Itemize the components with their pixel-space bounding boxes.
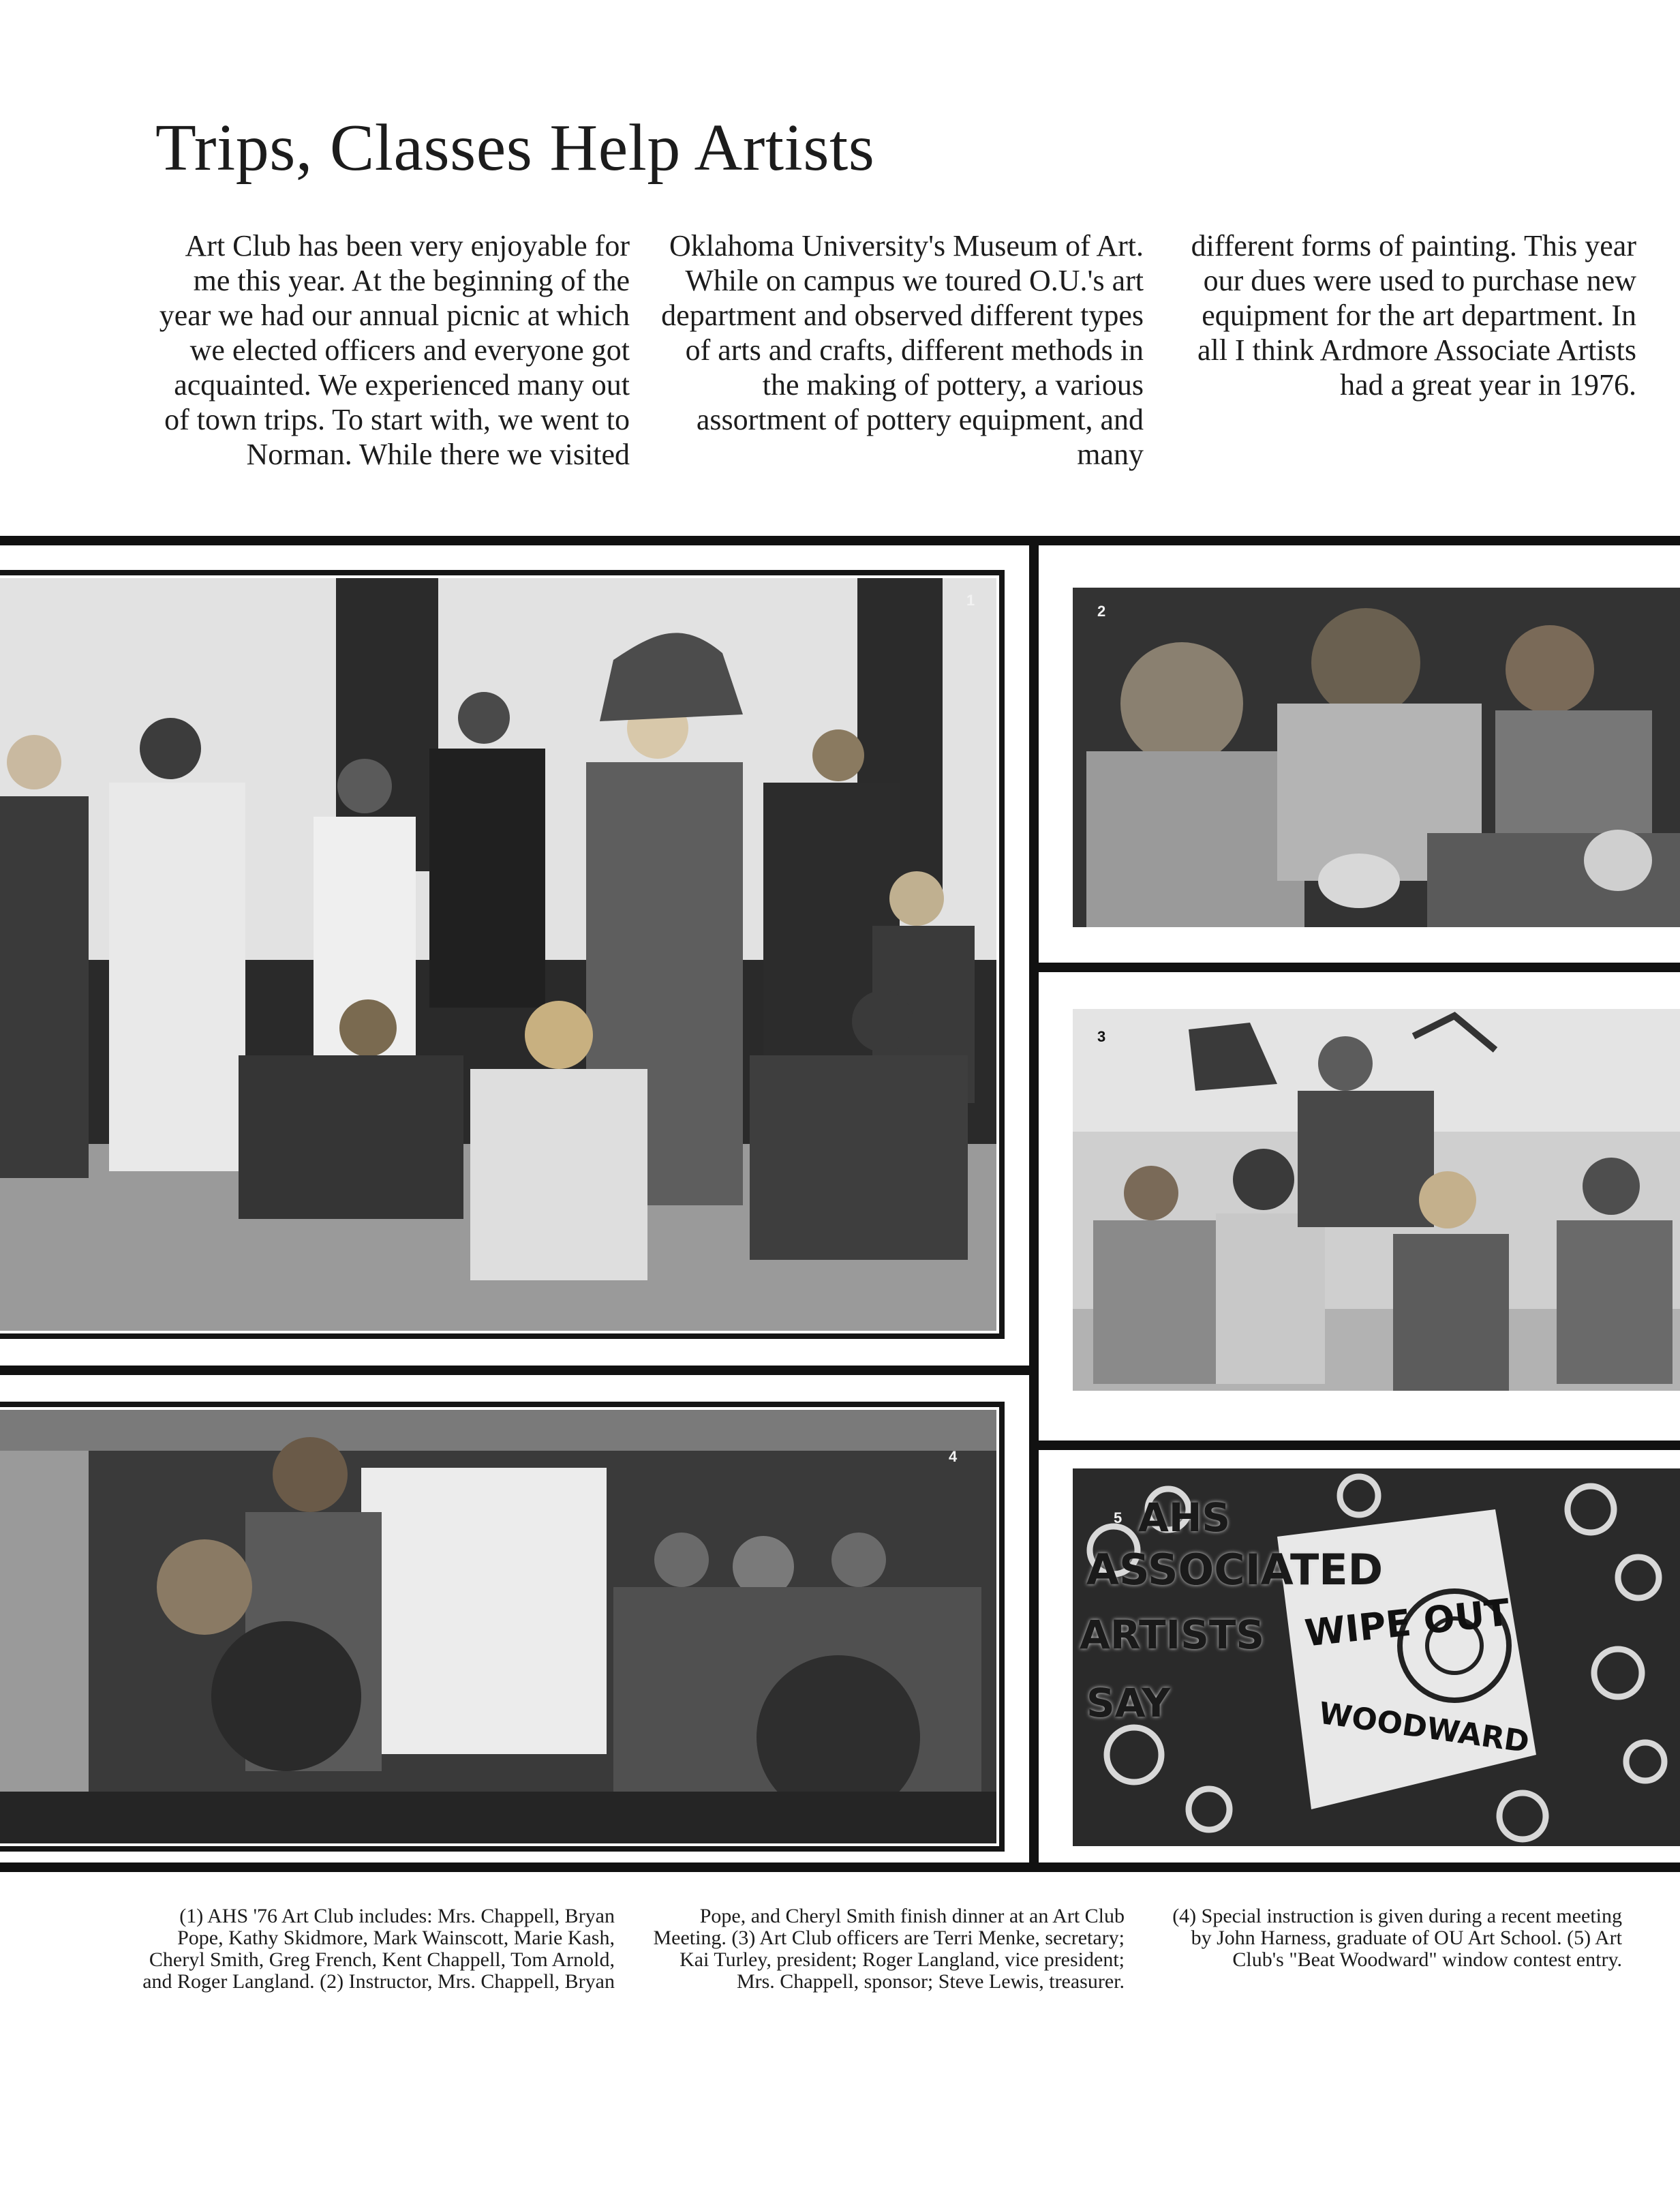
caption-column-3: [1152, 1905, 1622, 1971]
intro-column-1: [147, 228, 630, 472]
right-horizontal-divider-2: [1039, 1441, 1680, 1450]
intro-column-2: [657, 228, 1144, 472]
photo-3-number: 3: [1097, 1028, 1106, 1045]
intro-column-3: [1176, 228, 1636, 402]
sign-line-woodward: WOODWARD: [1316, 1695, 1531, 1760]
photo-5-window: [1073, 1468, 1680, 1846]
sign-line-say: SAY: [1086, 1680, 1171, 1726]
bottom-rule: [0, 1862, 1680, 1872]
page-headline: Trips, Classes Help Artists: [155, 111, 875, 185]
top-rule: [0, 536, 1680, 545]
photo-2-number: 2: [1097, 603, 1106, 620]
caption-column-1: [136, 1905, 615, 1993]
caption-column-2: [647, 1905, 1125, 1993]
intro-text-2: Oklahoma University's Museum of Art. While on campus we toured O.U.'s art department and observed different types of arts and crafts, different methods in the making of pottery, a various assortment of pottery equipment, and many: [661, 229, 1144, 471]
sign-line-artists: ARTISTS: [1080, 1612, 1265, 1658]
photo-3-officers: [1073, 1009, 1680, 1391]
right-horizontal-divider-1: [1039, 963, 1680, 972]
photo-4-number: 4: [949, 1448, 958, 1465]
photo-1-frame: [0, 570, 1005, 1339]
photo-4-frame: [0, 1402, 1005, 1852]
photo-3-image: [1073, 1009, 1680, 1391]
caption-text-3: (4) Special instruction is given during a recent meeting by John Harness, graduate of OU Art School. (5) Art Club's "Beat Woodward" window contest entry.: [1172, 1905, 1622, 1971]
intro-text-1: Art Club has been very enjoyable for me this year. At the beginning of the year we had our annual picnic at which we elected officers and everyone got acquainted. We experienced many out of town trips. To start with, we went to Norman. While there we visited: [159, 229, 630, 471]
caption-text-2: Pope, and Cheryl Smith finish dinner at an Art Club Meeting. (3) Art Club officers are Terri Menke, secretary; Kai Turley, president; Roger Langland, vice president; Mrs. Chappell, sponsor; Steve Lewis, treasurer.: [653, 1905, 1125, 1993]
left-horizontal-divider: [0, 1366, 1029, 1375]
sign-line-ahs: AHS: [1138, 1494, 1231, 1541]
intro-text-3: different forms of painting. This year our dues were used to purchase new equipment for the art department. In all I think Ardmore Associate Artists had a great year in 1976.: [1191, 229, 1636, 402]
photo-2-dinner: [1073, 588, 1680, 927]
photo-2-image: [1073, 588, 1680, 927]
photo-5-number: 5: [1114, 1509, 1122, 1526]
sign-line-wipe-out: WIPE OUT: [1302, 1590, 1512, 1655]
vertical-divider: [1029, 536, 1039, 1872]
sign-line-associated: ASSOCIATED: [1086, 1545, 1384, 1595]
photo-1-number: 1: [966, 592, 975, 609]
caption-text-1: (1) AHS '76 Art Club includes: Mrs. Chappell, Bryan Pope, Kathy Skidmore, Mark Wainscott, Marie Kash, Cheryl Smith, Greg French, Kent Chappell, Tom Arnold, and Roger Langland. (2) Instructor, Mrs. Chappell, Bryan: [142, 1905, 615, 1993]
